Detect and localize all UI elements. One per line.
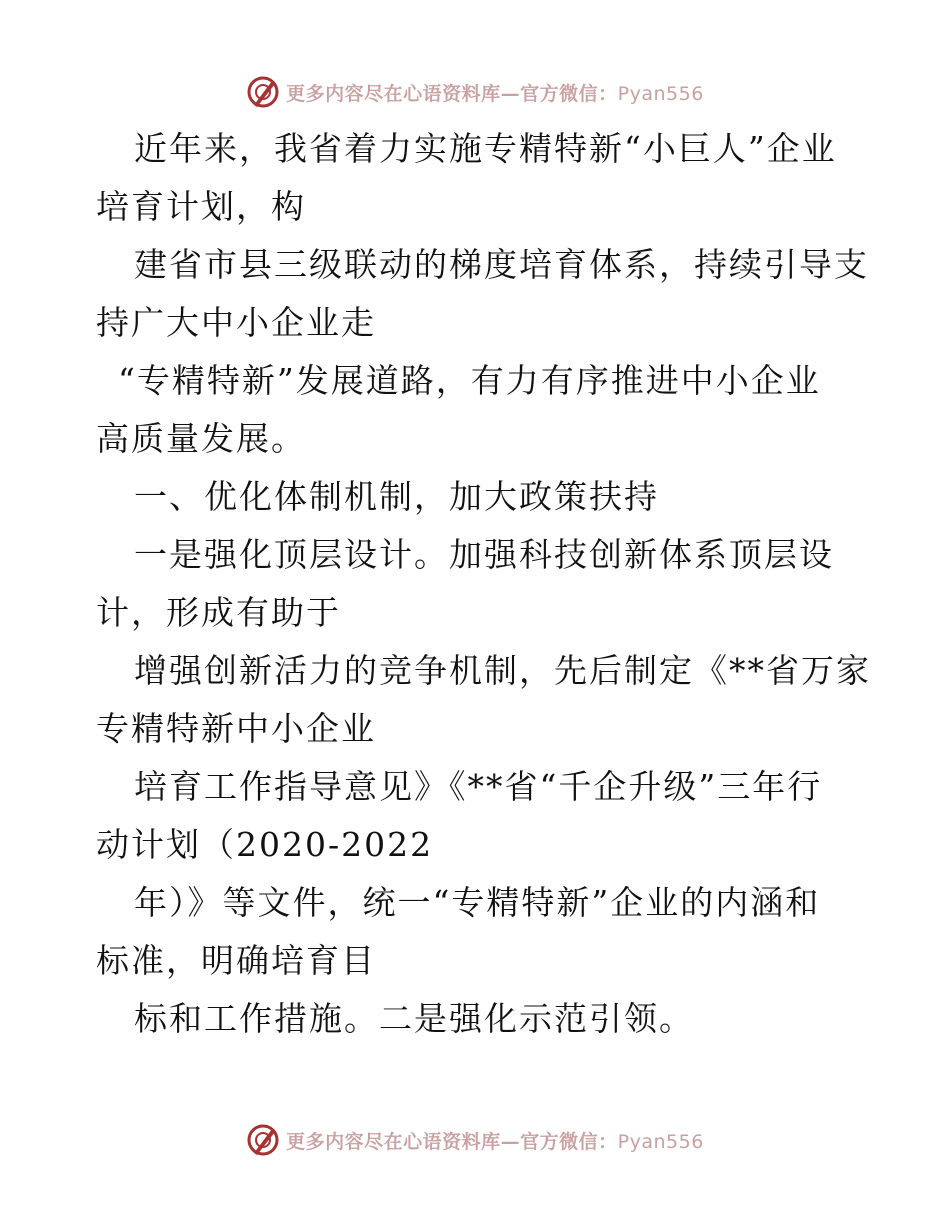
text-line: 一是强化顶层设计。加强科技创新体系顶层设 bbox=[134, 535, 834, 574]
watermark-text: 更多内容尽在心语资料库—官方微信：Pyan556 bbox=[286, 1130, 704, 1153]
text-line: 标和工作措施。二是强化示范引领。 bbox=[134, 999, 694, 1038]
text-line: 建省市县三级联动的梯度培育体系，持续引导支 bbox=[134, 245, 869, 284]
text-line: 动计划（2020-2022 bbox=[96, 825, 434, 864]
text-line: 标准，明确培育目 bbox=[96, 941, 376, 980]
text-line: 培育计划，构 bbox=[96, 187, 306, 226]
text-line: 培育工作指导意见》《**省“千企升级”三年行 bbox=[134, 767, 823, 806]
text-line: 持广大中小企业走 bbox=[96, 303, 376, 342]
text-line: 专精特新中小企业 bbox=[96, 709, 376, 748]
text-line: 年）》等文件，统一“专精特新”企业的内涵和 bbox=[134, 883, 821, 922]
section-heading: 一、优化体制机制，加大政策扶持 bbox=[134, 477, 659, 516]
text-line: 增强创新活力的竞争机制，先后制定《**省万家 bbox=[134, 651, 871, 690]
document-body bbox=[96, 120, 871, 1048]
footer-watermark bbox=[0, 1120, 950, 1160]
pen-logo-icon bbox=[246, 1123, 280, 1157]
text-line: 近年来，我省着力实施专精特新“小巨人”企业 bbox=[134, 129, 837, 168]
text-line: 高质量发展。 bbox=[96, 419, 306, 458]
text-line: “专精特新”发展道路，有力有序推进中小企业 bbox=[118, 361, 821, 400]
header-watermark bbox=[0, 72, 950, 112]
pen-logo-icon bbox=[246, 75, 280, 109]
watermark-text: 更多内容尽在心语资料库—官方微信：Pyan556 bbox=[286, 82, 704, 105]
text-line: 计，形成有助于 bbox=[96, 593, 341, 632]
